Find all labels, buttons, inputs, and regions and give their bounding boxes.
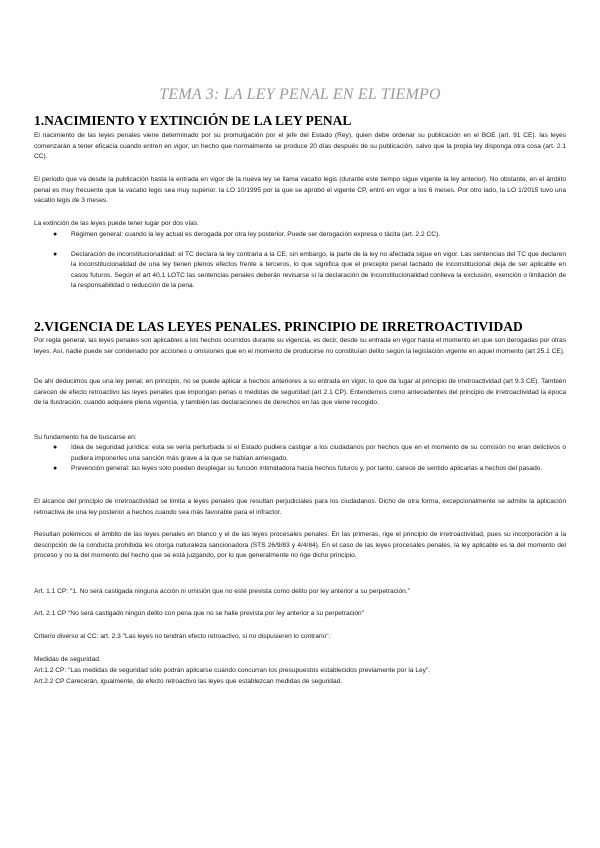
bullet-icon: ● (53, 250, 58, 258)
section2-paragraph-5: Resultan polémicos el ámbito de las leyes penales en blanco y el de las leyes procesales penales. En las primeras, rige el principio de irretroactividad, pues su incorporación a la descripción de la conducta prohibida les otorga naturaleza sancionadora (STS 26/9/83 y 4/4/84). En el caso de las leyes procesales penales, la ley aplicable es la del momento del proceso y no la del momento del hecho que se está juzgando, por lo que generalmente no rige dicho principio. (34, 531, 566, 560)
bullet-icon: ● (53, 465, 58, 473)
list-item (34, 464, 566, 475)
section2-quote-art-1-2: Art.1.2 CP: "Las medidas de seguridad sólo podrán aplicarse cuando concurran los presupuestos establecidos previamente por la Ley". (34, 667, 431, 674)
section2-quote-art-1-1: Art. 1.1 CP: "1. No será castigada ninguna acción ni omisión que no esté prevista como delito por ley anterior a su perpetración." (34, 588, 410, 595)
page-title: TEMA 3: LA LEY PENAL EN EL TIEMPO (159, 86, 441, 103)
section1-heading: 1.NACIMIENTO Y EXTINCIÓN DE LA LEY PENAL (34, 113, 352, 128)
section2-paragraph-3: Su fundamento ha de buscarse en: (34, 434, 137, 441)
list-item (34, 250, 566, 292)
section2-quote-art-2-1: Art. 2.1 CP "No será castigado ningún delito con pena que no se halle prevista por ley anterior a su perpetración" (34, 610, 365, 617)
section1-paragraph-2: El periodo que va desde la publicación hasta la entrada en vigor de la nueva ley se llama vacatio legis (durante este tiempo sigue vigente la ley anterior). No obstante, en el ámbito penal es muy frecuente que la vacatio legis sea muy superior. la LO 10/1995 por la que se aprobó el vigente CP, entró en vigor a los 6 meses. Por otro lado, la LO 1/2015 tuvo una vacatio legis de 3 meses. (34, 176, 566, 205)
section1-paragraph-1: El nacimiento de las leyes penales viene determinado por su promulgación por el jefe del Estado (Rey), quien debe ordenar su publicación en el BOE (art. 91 CE). las leyes comenzarán a tener eficacia cuando entren en vigor, un hecho que normalmente se produce 20 días después de su publicación, salvo que la propia ley disponga otra cosa (art. 2.1 CC). (34, 132, 566, 161)
section2-criterio-cc: Criterio diverso al CC: art. 2.3 "Las leyes no tendrán efecto retroactivo, si no dispusieren lo contrario". (34, 633, 331, 640)
section1-bullet-list (34, 230, 566, 292)
list-spacer (34, 241, 566, 250)
section1-paragraph-3: La extinción de las leyes puede tener lugar por dos vías: (34, 220, 199, 227)
list-item-text: Declaración de inconstitucionalidad: el TC declara la ley contraria a la CE, sin embargo, la parte de la ley no afectada sigue en vigor. Las sentencias del TC que declaren la inconstitucionalidad de una ley tienen plenos efectos frente a terceros, lo que significa que el precepto penal tachado de inconstitucional deja de ser aplicable en casos futuros. Según el art 40.1 LOTC las sentencias penales deberán revisarse si la declaración de inconstitucionalidad conlleva la exclusión, exención o limitación de la responsabilidad o reducción de la pena. (71, 250, 566, 290)
section2-paragraph-1: Por regla general, las leyes penales son aplicables a los hechos ocurridos durante su vigencia, es decir, desde su entrada en vigor hasta el momento en que son derogadas por otras leyes. Así, nadie puede ser condenado por acciones u omisiones que en el momento de producirse no constituían delito según la legislación vigente en aquel momento (art 25.1 CE). (34, 337, 566, 355)
list-item (34, 443, 566, 464)
bullet-icon: ● (53, 231, 58, 238)
list-item-text: Idea de seguridad jurídica: esta se vería perturbada si el Estado pudiera castigar a los ciudadanos por hechos que en el momento de su comisión no eran delictivos o pudiera imponerles una sanción más grave a la que se habían arriesgado. (71, 444, 566, 462)
section2-paragraph-4: El alcance del principio de irretroactividad se limita a leyes penales que resultan perjudiciales para los ciudadanos. Dicho de otra forma, excepcionalmente se admite la aplicación retroactiva de una ley posterior a hechos cuando sea más favorable para el infractor. (34, 498, 566, 516)
list-item (34, 230, 566, 241)
section2-quote-art-2-2: Art.2.2 CP Carecerán, igualmente, de efecto retroactivo las leyes que establezcan medidas de seguridad. (34, 678, 343, 685)
section2-medidas-heading: Medidas de seguridad. (34, 656, 101, 663)
section2-paragraph-2: De ahí deducimos que una ley penal, en principio, no se puede aplicar a hechos anteriores a su entrada en vigor, lo que da lugar al principio de irretroactividad (art 9.3 CE). También carecen de efecto retroactivo las leyes penales que impongan penas o medidas de seguridad (art 2.1 CP). Entendemos como antecedentes del principio de irretroactividad la época de la Ilustración, cuando adquiere plena vigencia, y también las declaraciones de derechos en las que viene recogido. (34, 378, 566, 407)
bullet-icon: ● (53, 444, 58, 451)
section2-bullet-list (34, 443, 566, 475)
list-item-text: Prevención general: las leyes solo pueden desplegar su función intimidadora hacia hechos futuros y, por tanto, carece de sentido aplicarlas a hechos del pasado. (71, 465, 543, 473)
section2-heading: 2.VIGENCIA DE LAS LEYES PENALES. PRINCIPIO DE IRRETROACTIVIDAD (34, 319, 523, 334)
list-item-text: Régimen general: cuando la ley actual es derogada por otra ley posterior. Puede ser derogación expresa o tácita (art. 2.2 CC). (71, 231, 441, 238)
